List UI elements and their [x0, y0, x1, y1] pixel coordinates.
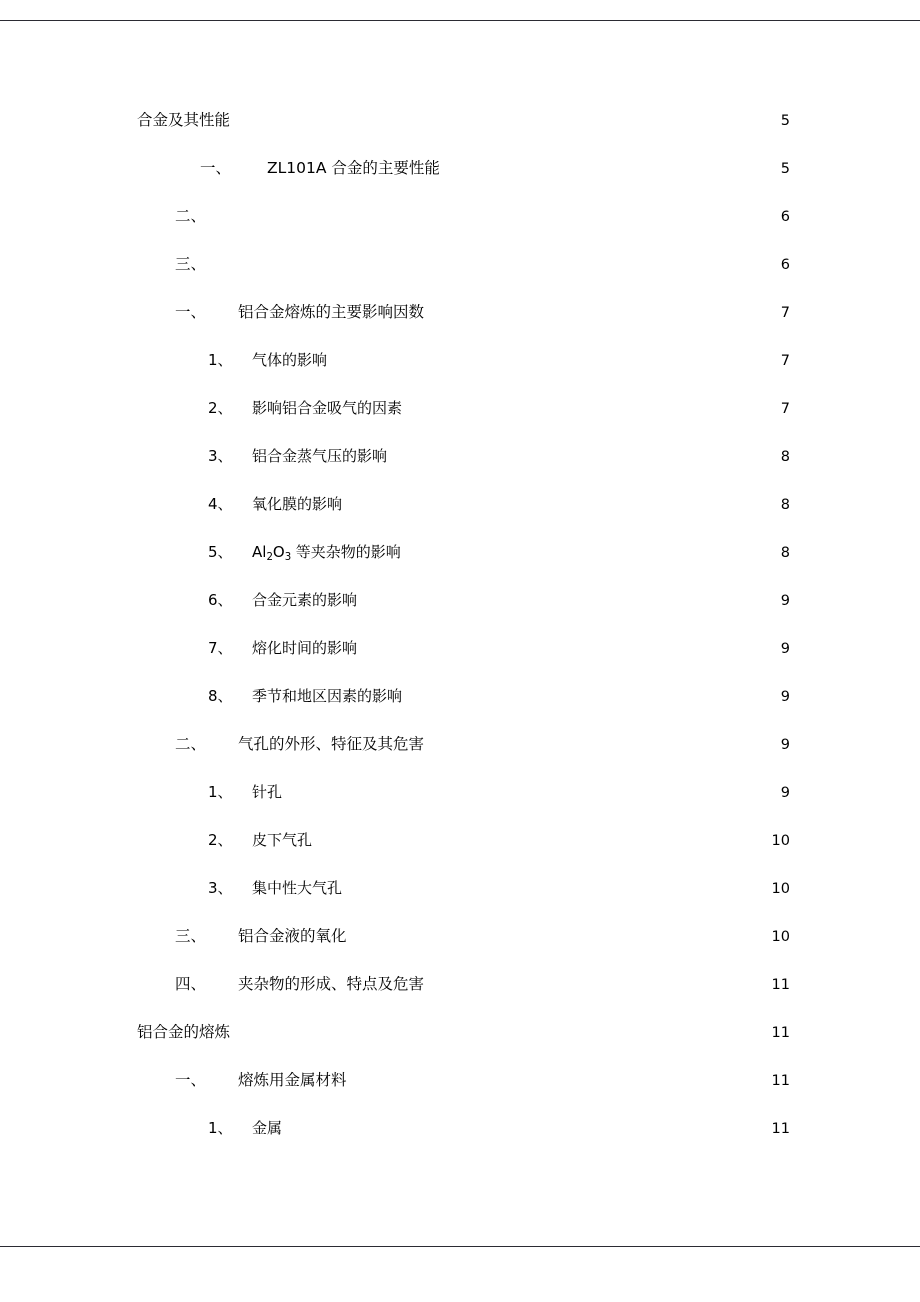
toc-entry[interactable] [0, 576, 920, 624]
toc-page-number: 9 [780, 641, 790, 657]
toc-page-number: 9 [780, 737, 790, 753]
toc-entry-marker: 1、 [208, 783, 233, 801]
toc-dot-leader [231, 1022, 771, 1038]
toc-entry-marker: 4、 [208, 495, 233, 513]
toc-entry-title: 铝合金熔炼的主要影响因数 [238, 303, 425, 321]
toc-dot-leader [343, 878, 771, 893]
toc-entry[interactable] [0, 336, 920, 384]
toc-entry[interactable] [0, 624, 920, 672]
toc-entry-title: 集中性大气孔 [252, 879, 343, 897]
toc-entry-title: 熔炼用金属材料 [238, 1071, 347, 1089]
toc-dot-leader [343, 494, 780, 509]
toc-entry[interactable] [0, 288, 920, 336]
page-bottom-rule [0, 1246, 920, 1247]
toc-entry-title: 氧化膜的影响 [252, 495, 343, 513]
toc-entry-title: ZL101A 合金的主要性能 [267, 159, 440, 177]
toc-dot-leader [245, 206, 780, 222]
toc-entry[interactable] [0, 432, 920, 480]
toc-dot-leader [231, 110, 780, 126]
toc-entry-title: 影响铝合金吸气的因素 [252, 399, 403, 417]
toc-dot-leader [403, 398, 780, 413]
toc-page-number: 7 [780, 305, 790, 321]
toc-entry[interactable] [0, 864, 920, 912]
toc-entry-marker: 5、 [208, 543, 233, 561]
toc-page-number: 6 [780, 257, 790, 273]
toc-entry-title: 气孔的外形、特征及其危害 [238, 735, 425, 753]
toc-entry-marker: 2、 [208, 399, 233, 417]
page-top-rule [0, 20, 920, 21]
toc-entry-marker: 二、 [175, 207, 207, 225]
toc-entry[interactable] [0, 720, 920, 768]
toc-entry-marker: 一、 [175, 1071, 207, 1089]
toc-entry-marker: 三、 [175, 255, 207, 273]
table-of-contents [0, 96, 920, 1152]
toc-entry-marker: 6、 [208, 591, 233, 609]
toc-entry-title: 铝合金的熔炼 [137, 1023, 231, 1041]
toc-page-number: 5 [780, 113, 790, 129]
toc-page-number: 9 [780, 785, 790, 801]
toc-page-number: 11 [771, 1121, 790, 1137]
toc-entry[interactable] [0, 1008, 920, 1056]
toc-entry-title: 气体的影响 [252, 351, 328, 369]
toc-page-number: 10 [771, 929, 790, 945]
toc-entry-marker: 1、 [208, 351, 233, 369]
toc-entry[interactable] [0, 528, 920, 576]
toc-page-number: 8 [780, 545, 790, 561]
toc-page-number: 10 [771, 881, 790, 897]
toc-entry-title: 季节和地区因素的影响 [252, 687, 403, 705]
toc-page-number: 11 [771, 977, 790, 993]
toc-entry[interactable] [0, 1104, 920, 1152]
toc-entry-marker: 四、 [175, 975, 207, 993]
toc-entry-marker: 3、 [208, 447, 233, 465]
toc-page-number: 9 [780, 689, 790, 705]
toc-entry[interactable] [0, 912, 920, 960]
toc-page-number: 7 [780, 401, 790, 417]
toc-entry[interactable] [0, 1056, 920, 1104]
toc-entry[interactable] [0, 672, 920, 720]
toc-dot-leader [283, 1118, 771, 1133]
toc-entry-title: 针孔 [252, 783, 283, 801]
toc-page-number: 5 [780, 161, 790, 177]
toc-dot-leader [425, 302, 780, 318]
toc-entry-marker: 3、 [208, 879, 233, 897]
toc-dot-leader [358, 638, 780, 653]
toc-page-number: 7 [780, 353, 790, 369]
toc-entry-title: $Al_2O_3$ 等夹杂物的影响 [252, 543, 401, 563]
toc-dot-leader [403, 686, 780, 701]
toc-page-number: 6 [780, 209, 790, 225]
toc-page-number: 9 [780, 593, 790, 609]
toc-entry[interactable] [0, 960, 920, 1008]
toc-dot-leader [245, 254, 780, 270]
toc-dot-leader [388, 446, 780, 461]
toc-entry[interactable] [0, 96, 920, 144]
toc-entry-marker: 一、 [175, 303, 207, 321]
toc-entry[interactable] [0, 816, 920, 864]
toc-entry-title: 熔化时间的影响 [252, 639, 358, 657]
toc-page-number: 8 [780, 449, 790, 465]
toc-entry-title: 夹杂物的形成、特点及危害 [238, 975, 425, 993]
toc-entry[interactable] [0, 768, 920, 816]
toc-entry-title: 金属 [252, 1119, 283, 1137]
toc-dot-leader [313, 830, 771, 845]
toc-entry[interactable] [0, 384, 920, 432]
toc-entry-title: 皮下气孔 [252, 831, 313, 849]
toc-entry[interactable] [0, 480, 920, 528]
toc-page-number: 11 [771, 1025, 790, 1041]
toc-entry-title: 合金元素的影响 [252, 591, 358, 609]
toc-entry-marker: 二、 [175, 735, 207, 753]
toc-entry[interactable] [0, 144, 920, 192]
toc-entry-marker: 1、 [208, 1119, 233, 1137]
toc-entry-title: 铝合金蒸气压的影响 [252, 447, 388, 465]
toc-dot-leader [348, 1070, 771, 1086]
toc-dot-leader [348, 926, 771, 942]
toc-entry-marker: 一、 [200, 159, 232, 177]
toc-page-number: 10 [771, 833, 790, 849]
toc-entry-marker: 8、 [208, 687, 233, 705]
toc-dot-leader [425, 734, 780, 750]
toc-dot-leader [402, 542, 780, 557]
toc-entry-marker: 2、 [208, 831, 233, 849]
toc-entry[interactable] [0, 192, 920, 240]
toc-entry[interactable] [0, 240, 920, 288]
toc-page-number: 8 [780, 497, 790, 513]
toc-entry-title: 合金及其性能 [137, 111, 231, 129]
toc-entry-title: 铝合金液的氧化 [238, 927, 347, 945]
toc-page-number: 11 [771, 1073, 790, 1089]
toc-dot-leader [441, 158, 780, 174]
toc-entry-marker: 7、 [208, 639, 233, 657]
toc-dot-leader [283, 782, 780, 797]
toc-dot-leader [425, 974, 771, 990]
toc-dot-leader [328, 350, 780, 365]
toc-entry-marker: 三、 [175, 927, 207, 945]
toc-dot-leader [358, 590, 780, 605]
